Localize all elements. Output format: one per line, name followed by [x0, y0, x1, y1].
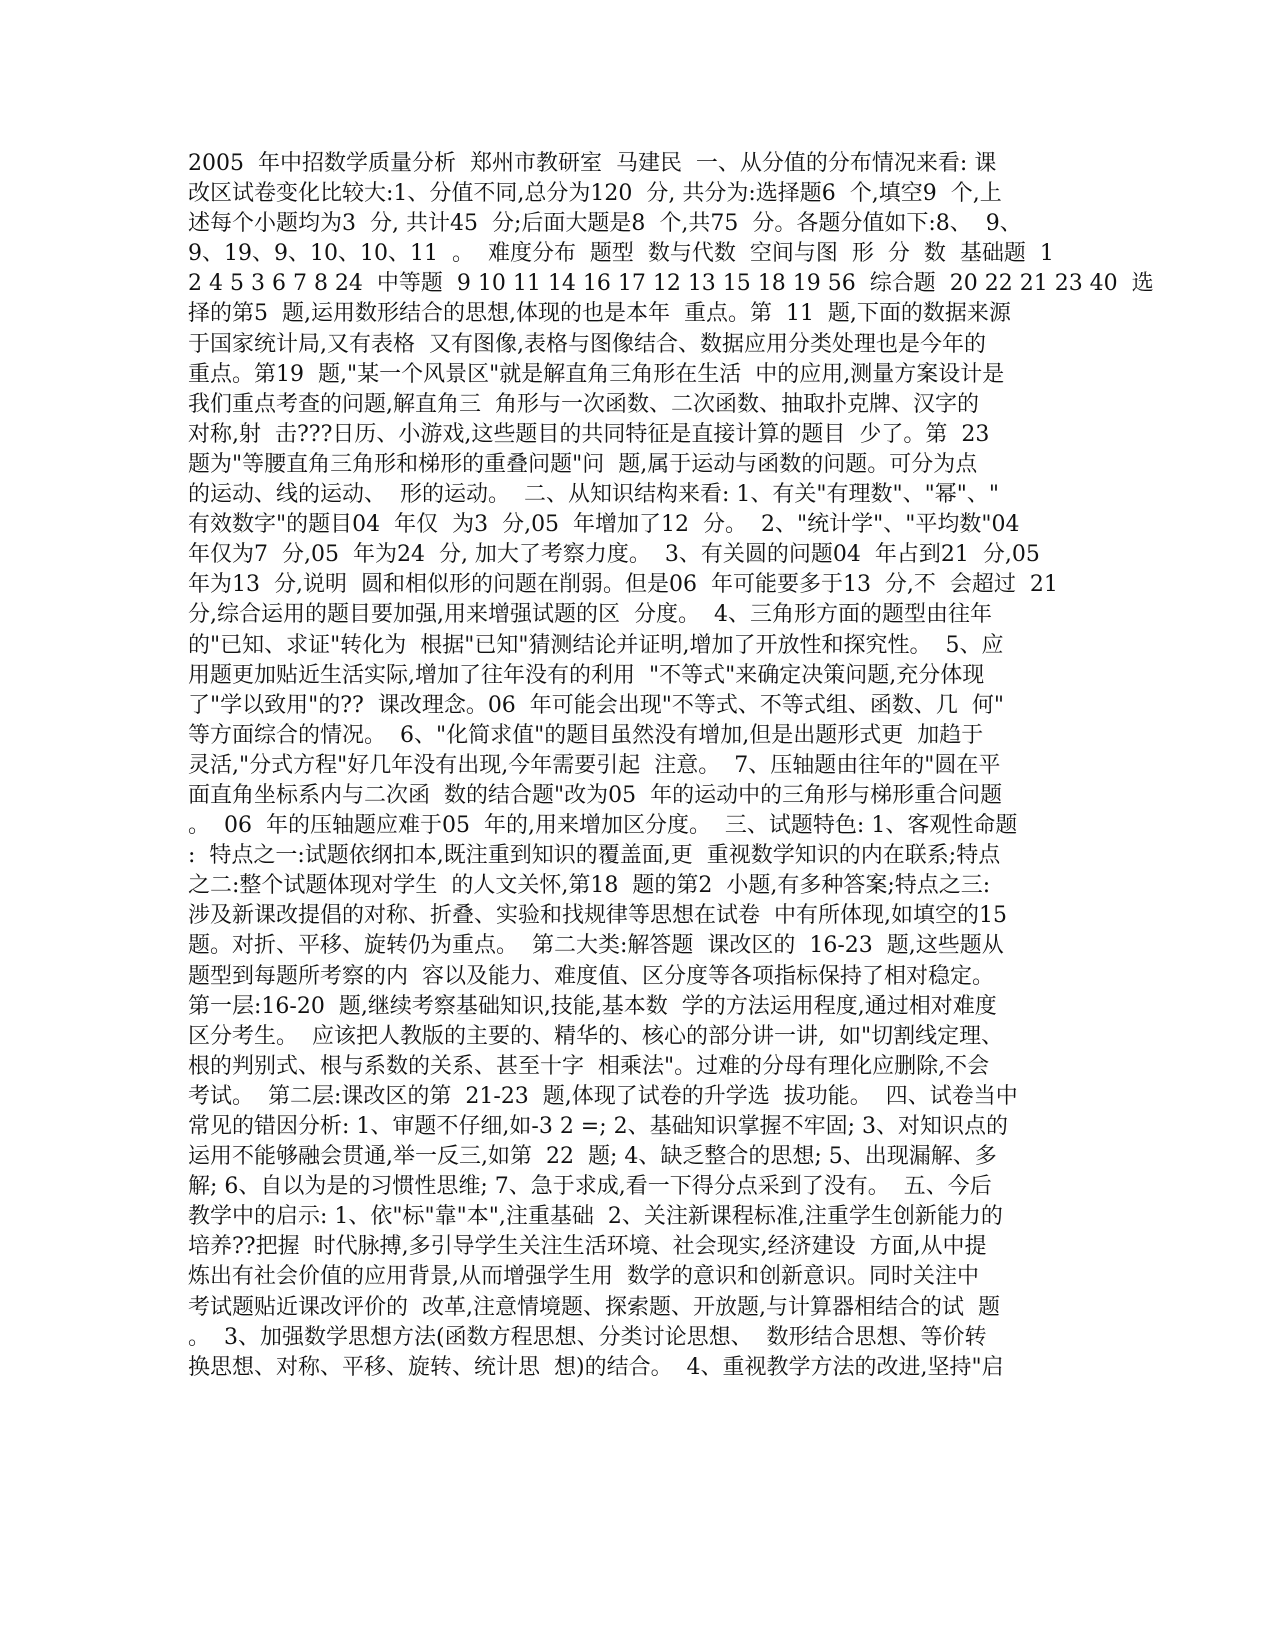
text-line: 9、19、9、10、10、11 。 难度分布 题型 数与代数 空间与图 形 分 数 基础题 1 [188, 241, 1054, 267]
text-line: 2 4 5 3 6 7 8 24 中等题 9 10 11 14 16 17 12 13 15 18 19 56 综合题 20 22 21 23 40 选 [188, 271, 1154, 297]
text-line: 第一层:16-20 题,继续考察基础知识,技能,基本数 学的方法运用程度,通过相对难度 [188, 993, 997, 1019]
text-line: 用题更加贴近生活实际,增加了往年没有的利用 "不等式"来确定决策问题,充分体现 [188, 662, 985, 688]
text-line: 教学中的启示: 1、依"标"靠"本",注重基础 2、关注新课程标准,注重学生创新能力的 [188, 1204, 1003, 1230]
text-line: 对称,射 击???日历、小游戏,这些题目的共同特征是直接计算的题目 少了。第 23 [188, 421, 990, 447]
text-line: 题型到每题所考察的内 容以及能力、难度值、区分度等各项指标保持了相对稳定。 [188, 963, 994, 989]
text-line: 等方面综合的情况。 6、"化简求值"的题目虽然没有增加,但是出题形式更 加趋于 [188, 722, 984, 748]
text-line: 面直角坐标系内与二次函 数的结合题"改为05 年的运动中的三角形与梯形重合问题 [188, 782, 1003, 808]
text-line: 题为"等腰直角三角形和梯形的重叠问题"问 题,属于运动与函数的问题。可分为点 [188, 451, 978, 477]
text-line: 述每个小题均为3 分, 共计45 分;后面大题是8 个,共75 分。各题分值如下:8、 9、 [188, 211, 1022, 237]
text-line: 改区试卷变化比较大:1、分值不同,总分为120 分, 共分为:选择题6 个,填空9 个,上 [188, 181, 1002, 207]
text-line: 涉及新课改提倡的对称、折叠、实验和找规律等思想在试卷 中有所体现,如填空的15 [188, 903, 1007, 929]
text-line: 择的第5 题,运用数形结合的思想,体现的也是本年 重点。第 11 题,下面的数据来源 [188, 301, 1011, 327]
text-line: 年为13 分,说明 圆和相似形的问题在削弱。但是06 年可能要多于13 分,不 会超过 21 [188, 572, 1058, 598]
text-line: 的运动、线的运动、 形的运动。 二、从知识结构来看: 1、有关"有理数"、"幂"、" [188, 482, 999, 508]
text-line: 。 3、加强数学思想方法(函数方程思想、分类讨论思想、 数形结合思想、等价转 [188, 1324, 987, 1350]
text-line: 根的判别式、根与系数的关系、甚至十字 相乘法"。过难的分母有理化应删除,不会 [188, 1053, 990, 1079]
text-line: 之二:整个试题体现对学生 的人文关怀,第18 题的第2 小题,有多种答案;特点之三: [188, 873, 991, 899]
text-line: 考试题贴近课改评价的 改革,注意情境题、探索题、开放题,与计算器相结合的试 题 [188, 1294, 1000, 1320]
text-line: 区分考生。 应该把人教版的主要的、精华的、核心的部分讲一讲, 如"切割线定理、 [188, 1023, 1004, 1049]
text-line: 我们重点考查的问题,解直角三 角形与一次函数、二次函数、抽取扑克牌、汉字的 [188, 391, 979, 417]
text-line: 考试。 第二层:课改区的第 21-23 题,体现了试卷的升学选 拔功能。 四、试卷当中 [188, 1083, 1018, 1109]
text-line: 年仅为7 分,05 年为24 分, 加大了考察力度。 3、有关圆的问题04 年占到21 分,05 [188, 542, 1040, 568]
text-line: 题。对折、平移、旋转仍为重点。 第二大类:解答题 课改区的 16-23 题,这些题从 [188, 933, 1004, 959]
text-line: : 特点之一:试题依纲扣本,既注重到知识的覆盖面,更 重视数学知识的内在联系;特点 [188, 843, 1001, 869]
text-line: 2005 年中招数学质量分析 郑州市教研室 马建民 一、从分值的分布情况来看: 课 [188, 151, 997, 176]
text-line: 。 06 年的压轴题应难于05 年的,用来增加区分度。 三、试题特色: 1、客观性命题 [188, 813, 1018, 839]
text-line: 有效数字"的题目04 年仅 为3 分,05 年增加了12 分。 2、"统计学"、"平均数"04 [188, 512, 1020, 538]
text-line: 运用不能够融会贯通,举一反三,如第 22 题; 4、缺乏整合的思想; 5、出现漏解、多 [188, 1144, 997, 1170]
text-line: 换思想、对称、平移、旋转、统计思 想)的结合。 4、重视教学方法的改进,坚持"启 [188, 1354, 1004, 1380]
text-line: 常见的错因分析: 1、审题不仔细,如-3 2 =; 2、基础知识掌握不牢固; 3、对知识点的 [188, 1114, 1009, 1139]
text-line: 于国家统计局,又有表格 又有图像,表格与图像结合、数据应用分类处理也是今年的 [188, 331, 986, 357]
text-line: 灵活,"分式方程"好几年没有出现,今年需要引起 注意。 7、压轴题由往年的"圆在平 [188, 752, 1001, 778]
text-line: 炼出有社会价值的应用背景,从而增强学生用 数学的意识和创新意识。同时关注中 [188, 1264, 979, 1290]
body-text [188, 149, 1154, 1383]
text-line: 重点。第19 题,"某一个风景区"就是解直角三角形在生活 中的应用,测量方案设计是 [188, 361, 1005, 387]
text-line: 的"已知、求证"转化为 根据"已知"猜测结论并证明,增加了开放性和探究性。 5、应 [188, 632, 1004, 658]
text-line: 培养??把握 时代脉搏,多引导学生关注生活环境、社会现实,经济建设 方面,从中提 [188, 1234, 987, 1260]
text-line: 分,综合运用的题目要加强,用来增强试题的区 分度。 4、三角形方面的题型由往年 [188, 602, 992, 628]
text-line: 了"学以致用"的?? 课改理念。06 年可能会出现"不等式、不等式组、函数、几 何" [188, 692, 1005, 718]
text-line: 解; 6、自以为是的习惯性思维; 7、急于求成,看一下得分点采到了没有。 五、今后 [188, 1174, 992, 1200]
